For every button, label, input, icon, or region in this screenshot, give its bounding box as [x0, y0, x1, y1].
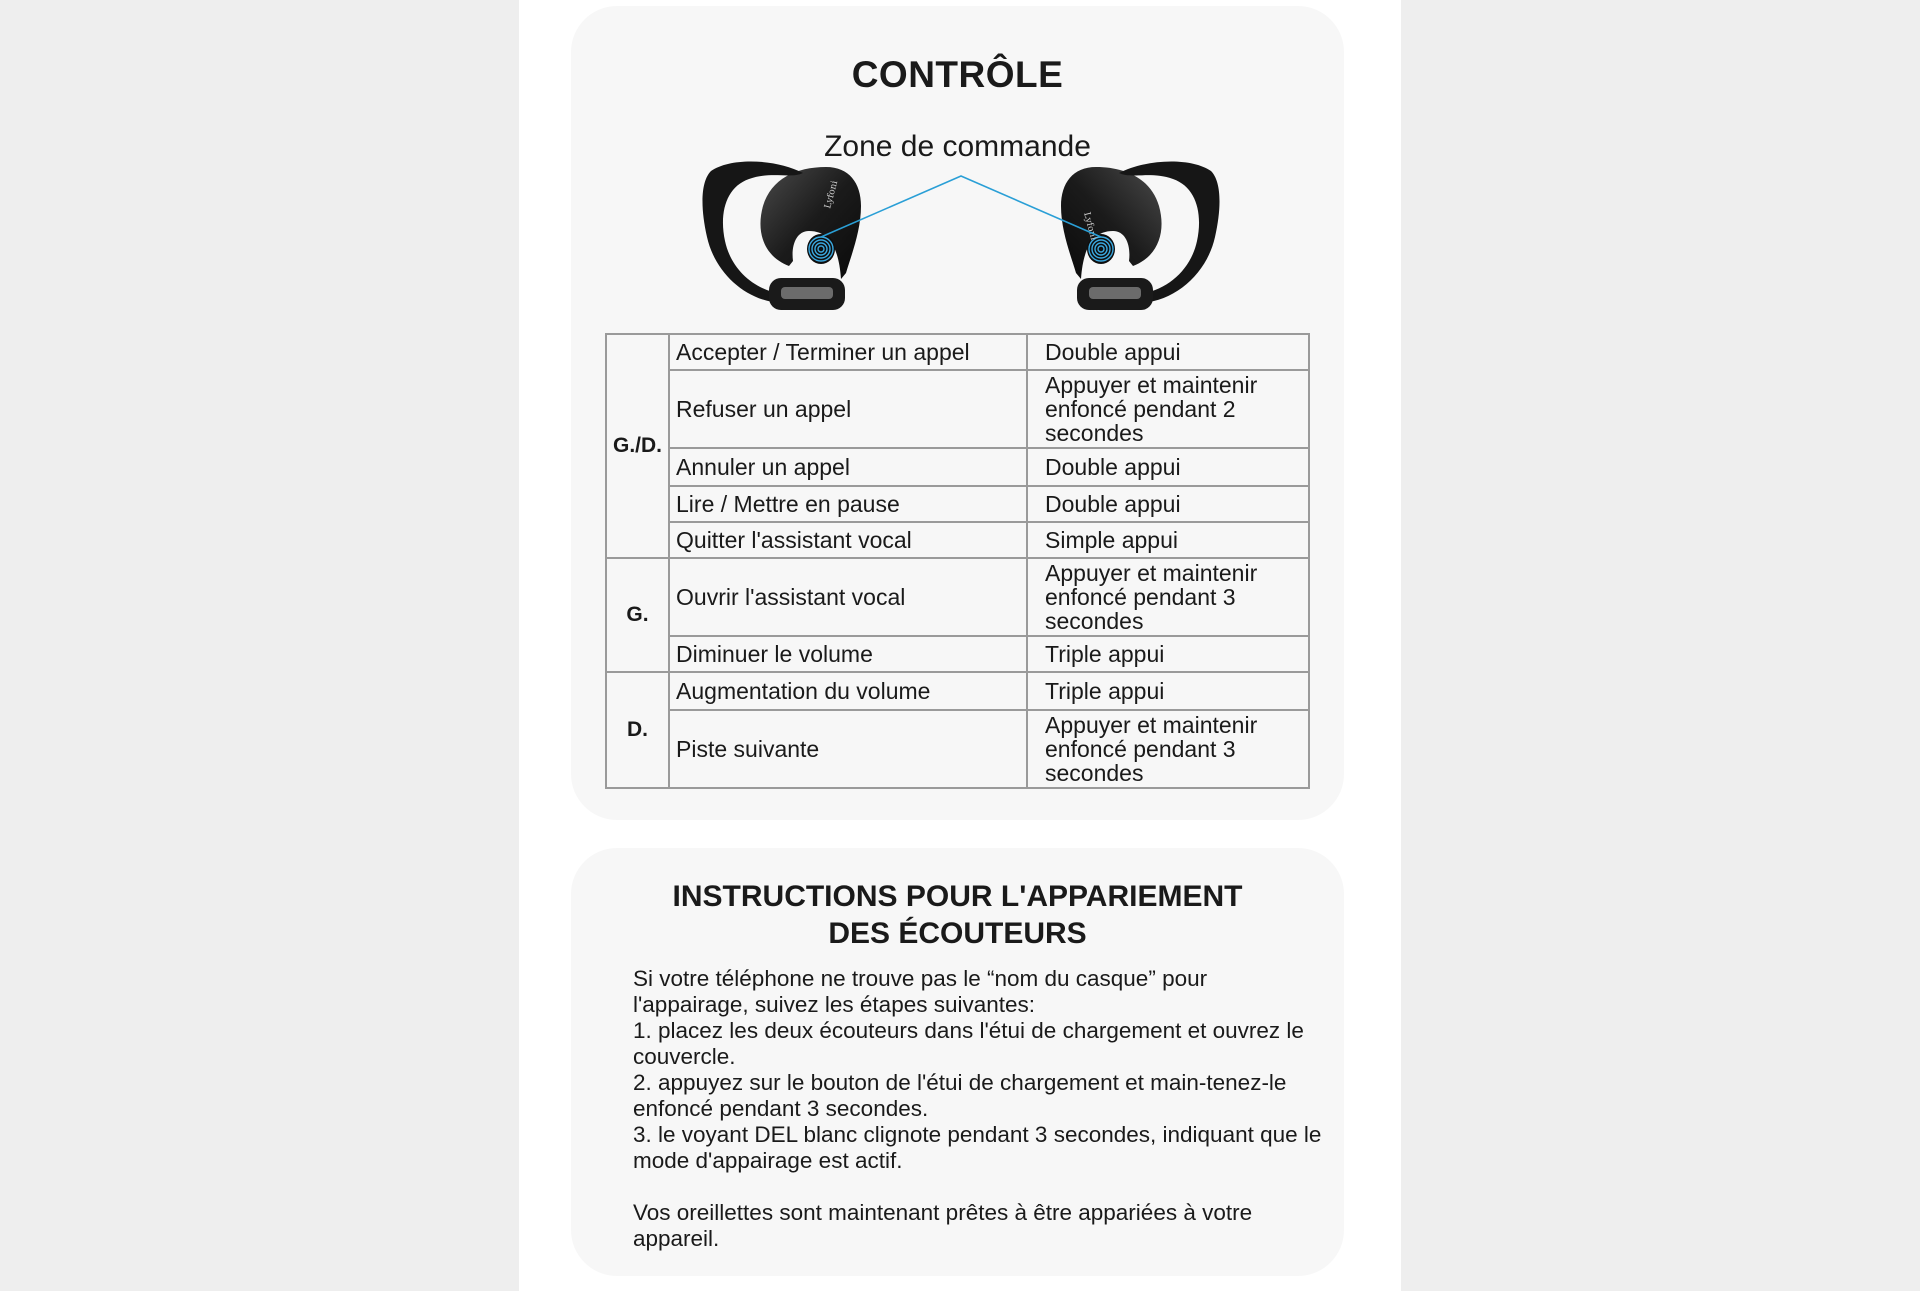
pairing-step-3: 3. le voyant DEL blanc clignote pendant 3 secondes, indiquant que le mode d'appairage est actif. — [633, 1122, 1322, 1173]
left-earbud-icon — [702, 161, 861, 310]
action-cell: Lire / Mettre en pause — [669, 486, 1027, 522]
method-cell: Appuyer et maintenir enfoncé pendant 3 secondes — [1027, 558, 1309, 636]
pairing-title-line2: DES ÉCOUTEURS — [828, 917, 1087, 950]
side-label-left: G. — [606, 558, 669, 672]
method-cell: Double appui — [1027, 334, 1309, 370]
pairing-instructions — [633, 966, 1323, 1252]
pairing-closing: Vos oreillettes sont maintenant prêtes à être appariées à votre appareil. — [633, 1200, 1253, 1251]
action-cell: Ouvrir l'assistant vocal — [669, 558, 1027, 636]
action-cell: Piste suivante — [669, 710, 1027, 788]
zone-pointer-lines — [821, 176, 1101, 237]
action-cell: Refuser un appel — [669, 370, 1027, 448]
method-cell: Appuyer et maintenir enfoncé pendant 2 secondes — [1027, 370, 1309, 448]
pairing-intro: Si votre téléphone ne trouve pas le “nom du casque” pour l'appairage, suivez les étapes suivantes: — [633, 966, 1208, 1017]
control-zone-label: Zone de commande — [824, 130, 1091, 163]
table-row — [606, 672, 1309, 710]
method-cell: Simple appui — [1027, 522, 1309, 558]
pairing-card — [571, 848, 1344, 1276]
page — [519, 0, 1401, 1291]
action-cell: Annuler un appel — [669, 448, 1027, 486]
action-cell: Diminuer le volume — [669, 636, 1027, 672]
table-row — [606, 334, 1309, 370]
table-row — [606, 370, 1309, 448]
method-cell: Triple appui — [1027, 636, 1309, 672]
pairing-step-2: 2. appuyez sur le bouton de l'étui de chargement et main-tenez-le enfoncé pendant 3 secondes. — [633, 1070, 1287, 1121]
table-row — [606, 448, 1309, 486]
side-label-right: D. — [606, 672, 669, 788]
controls-table — [605, 333, 1310, 789]
pairing-step-1: 1. placez les deux écouteurs dans l'étui de chargement et ouvrez le couvercle. — [633, 1018, 1304, 1069]
pairing-title — [571, 878, 1344, 952]
method-cell: Appuyer et maintenir enfoncé pendant 3 secondes — [1027, 710, 1309, 788]
right-earbud-icon — [1061, 161, 1220, 310]
right-earbud-brand: Lyfoni — [1081, 211, 1099, 242]
table-row — [606, 486, 1309, 522]
table-row — [606, 558, 1309, 636]
action-cell: Augmentation du volume — [669, 672, 1027, 710]
left-earbud-brand: Lyfoni — [823, 179, 841, 210]
method-cell: Double appui — [1027, 486, 1309, 522]
controls-title: CONTRÔLE — [851, 54, 1064, 95]
pairing-title-line1: INSTRUCTIONS POUR L'APPARIEMENT — [672, 880, 1243, 913]
table-row — [606, 636, 1309, 672]
table-row — [606, 710, 1309, 788]
method-cell: Double appui — [1027, 448, 1309, 486]
action-cell: Quitter l'assistant vocal — [669, 522, 1027, 558]
side-label-both: G./D. — [606, 334, 669, 558]
method-cell: Triple appui — [1027, 672, 1309, 710]
controls-card — [571, 6, 1344, 820]
action-cell: Accepter / Terminer un appel — [669, 334, 1027, 370]
table-row — [606, 522, 1309, 558]
earbuds-illustration — [701, 161, 1221, 321]
